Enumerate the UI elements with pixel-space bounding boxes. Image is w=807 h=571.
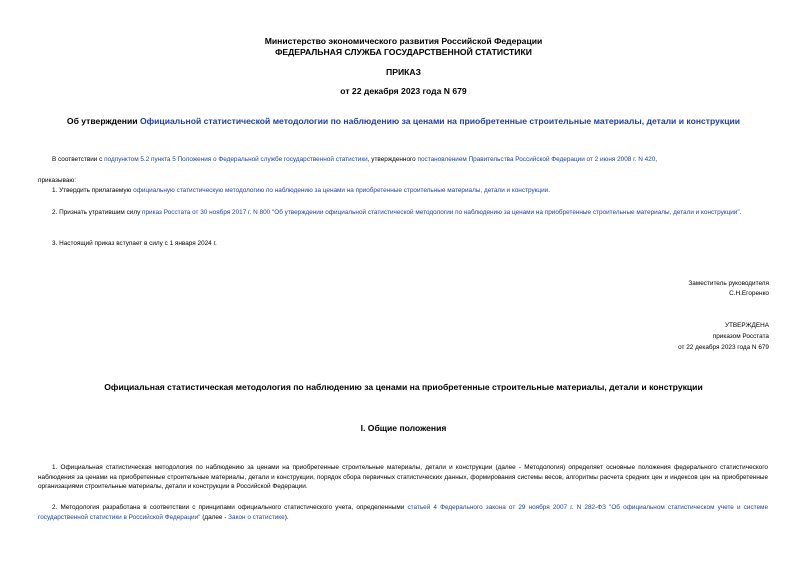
item-1-text-end: . (548, 187, 551, 194)
order-word: приказываю: (38, 177, 76, 184)
service-name: ФЕДЕРАЛЬНАЯ СЛУЖБА ГОСУДАРСТВЕННОЙ СТАТИСТИКИ (275, 47, 532, 57)
signature-name: С.Н.Егоренко (729, 290, 769, 297)
approval-label: УТВЕРЖДЕНА (724, 322, 769, 329)
preamble-link-resolution[interactable]: постановлением Правительства Российской Федерации от 2 июня 2008 г. N 420 (417, 156, 656, 163)
preamble-link-statute[interactable]: подпунктом 5.2 пункта 5 Положения о Федеральной службе государственной статистики (104, 156, 368, 163)
item-2-link[interactable]: приказ Росстата от 30 ноября 2017 г. N 800 "Об утверждении официальной статистической методологии по наблюдению за ценами на приобретенные строительные материалы, детали и конструкции" (142, 209, 740, 216)
preamble-text-1: В соответствии с (52, 156, 105, 163)
item-2 (38, 208, 768, 218)
doc-date: от 22 декабря 2023 года N 679 (340, 86, 467, 96)
item-2-text: 2. Признать утратившим силу (52, 209, 143, 216)
section-1-paragraph-1: 1. Официальная статистическая методология по наблюдению за ценами на приобретенные строительные материалы, детали и конструкции (далее - Методология) определяет основные положения федерального статистического наблюдения за ценами на приобретенные строительные материалы, детали и конструкции, порядок сбора первичных статистических данных, формирования системы весов, алгоритмы расчета средних цен и индексов цен на приобретенные организациями строительные материалы, детали и конструкции в Российской Федерации. (38, 464, 768, 490)
order-title (0, 116, 807, 127)
item-1 (38, 186, 768, 196)
preamble-paragraph (38, 155, 768, 165)
signature-position: Заместитель руководителя (688, 280, 769, 287)
preamble-text-3: , (655, 156, 658, 163)
item-3: 3. Настоящий приказ вступает в силу с 1 января 2024 г. (52, 240, 217, 247)
order-title-link[interactable]: Официальной статистической методологии по наблюдению за ценами на приобретенные строительные материалы, детали и конструкции (139, 116, 741, 126)
section-1-p2-text-3: ). (284, 513, 289, 521)
methodology-title: Официальная статистическая методология по наблюдению за ценами на приобретенные строительные материалы, детали и конструкции (104, 382, 703, 392)
section-1-p2-text-1: 2. Методология разработана в соответствии с принципами официального статистического учета, определенными (52, 504, 408, 511)
section-1-paragraph-2 (38, 503, 768, 522)
ministry-name: Министерство экономического развития Российской Федерации (264, 36, 543, 46)
section-1-p2-link-law[interactable]: статьей 4 Федерального закона от 29 ноября 2007 г. N 282-ФЗ "Об официальном статистическом учете и системе государственной статистики в Российской Федерации" (38, 504, 769, 521)
order-title-prefix: Об утверждении (66, 116, 140, 126)
section-1-p2-link-stat-law[interactable]: Закон о статистике (228, 513, 285, 521)
section-1-title: I. Общие положения (360, 423, 447, 433)
approval-date: от 22 декабря 2023 года N 679 (678, 344, 769, 351)
approval-by: приказом Росстата (712, 333, 769, 340)
section-1-p2-text-2: (далее - (200, 513, 229, 521)
preamble-text-2: , утвержденного (367, 156, 418, 163)
doc-type: ПРИКАЗ (386, 67, 421, 77)
item-1-text: 1. Утвердить прилагаемую (52, 187, 134, 194)
item-1-link[interactable]: официальную статистическую методологию по наблюдению за ценами на приобретенные строительные материалы, детали и конструкции (133, 187, 549, 194)
item-2-text-end: . (739, 209, 742, 216)
